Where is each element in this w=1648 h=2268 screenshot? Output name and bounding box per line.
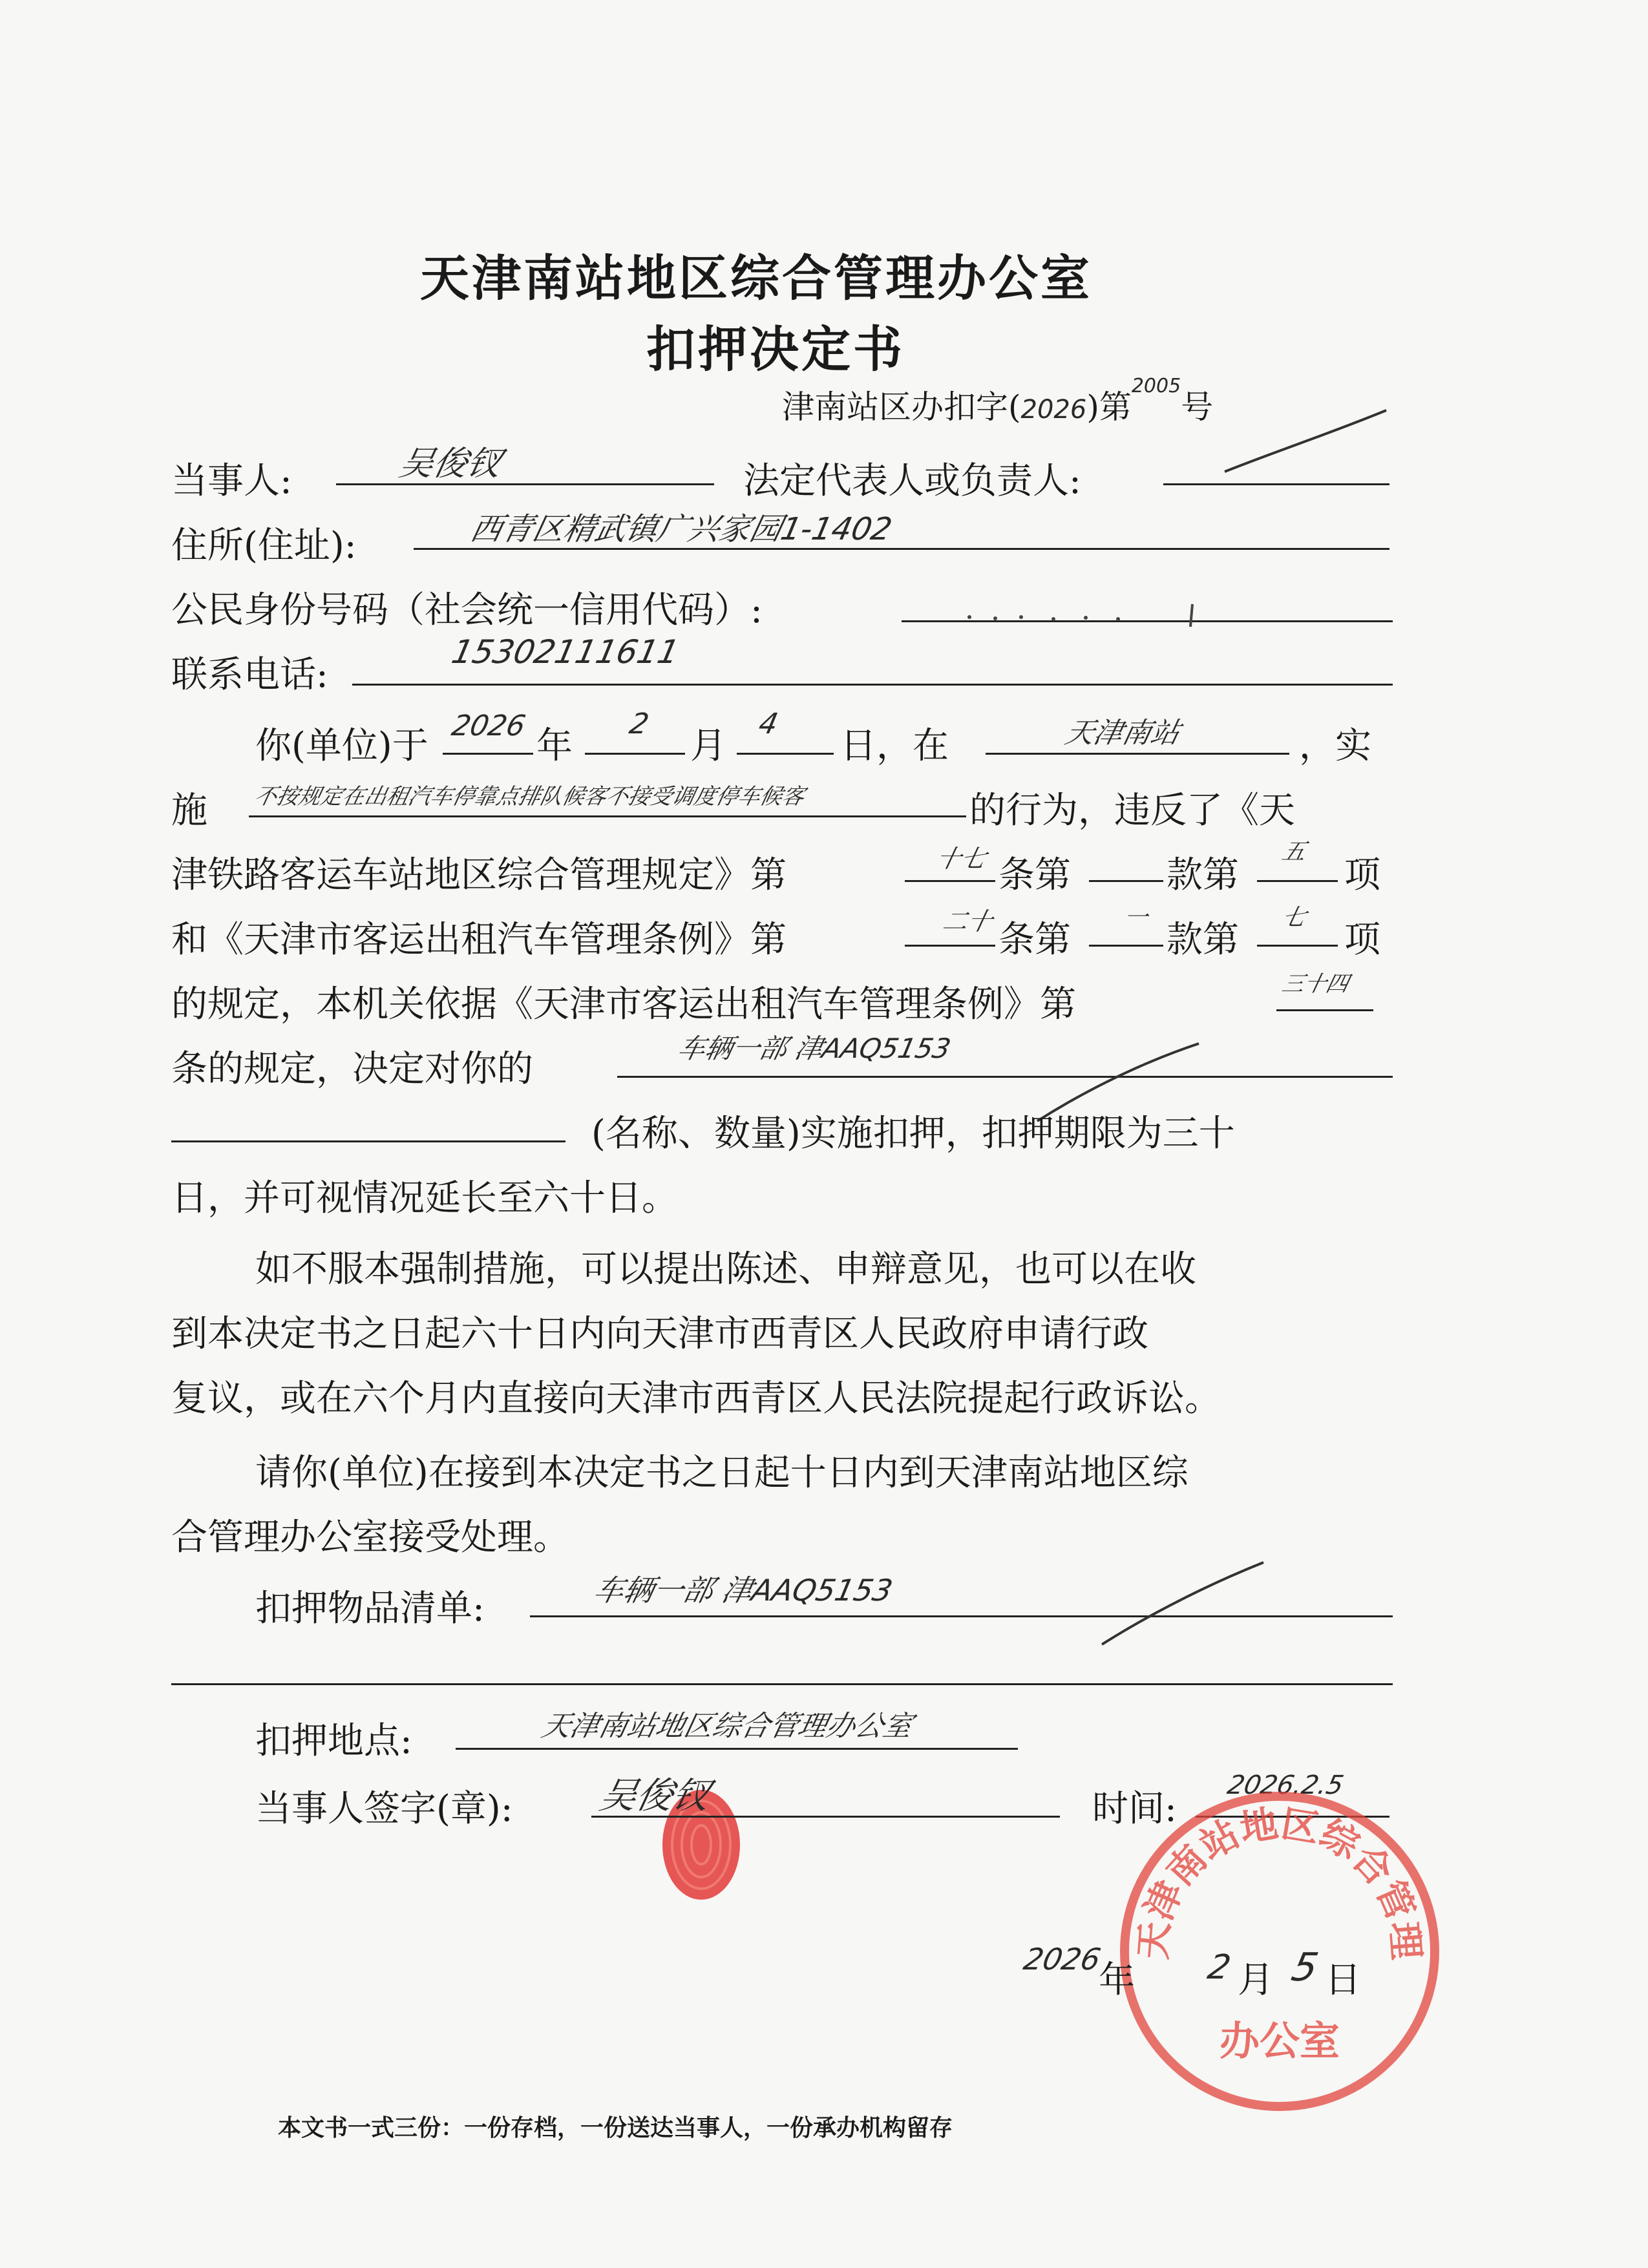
day-line: [737, 753, 834, 755]
l3-text-c: 款第: [1167, 854, 1239, 896]
l2-text-a: 施: [171, 790, 207, 832]
document-title-line2: 扣押决定书: [646, 320, 905, 378]
issue-day: 5: [1287, 1945, 1322, 1990]
p2-line3: 复议，或在六个月内直接向天津市西青区人民法院提起行政诉讼。: [171, 1378, 1221, 1420]
place-line: [986, 753, 1289, 755]
p1-text-b: 年: [536, 725, 573, 767]
issue-year: 2026: [1020, 1942, 1104, 1977]
l4-text-c: 款第: [1167, 919, 1239, 961]
seal-center-text: 办公室: [1219, 2017, 1340, 2064]
seal-ring-text: 天津南站地区综合管理: [1130, 1801, 1429, 1961]
ref-mid: )第: [1086, 388, 1132, 426]
item2-line: [1257, 945, 1338, 947]
l5-text-a: 的规定，本机关依据《天津市客运出租汽车管理条例》第: [171, 983, 1076, 1025]
p2-line2: 到本决定书之日起六十日内向天津市西青区人民政府申请行政: [171, 1313, 1148, 1355]
sign-time-label: 时间:: [1092, 1788, 1177, 1830]
violation-line: [249, 815, 966, 817]
para2: 一: [1121, 905, 1150, 931]
party-label: 当事人:: [171, 460, 292, 502]
p3-line2: 合管理办公室接受处理。: [171, 1517, 569, 1559]
p1-text-a: 你(单位)于: [255, 725, 428, 767]
ref-suffix: 号: [1181, 388, 1214, 426]
rep-line: [1163, 483, 1389, 485]
footer-note: 本文书一式三份：一份存档，一份送达当事人，一份承办机构留存: [278, 2115, 953, 2141]
article1-line: [905, 880, 995, 882]
incident-month: 2: [626, 708, 652, 740]
issue-month: 2: [1204, 1948, 1234, 1987]
id-label: 公民身份号码（社会统一信用代码）:: [171, 589, 763, 631]
id-redacted-marks: [956, 598, 1228, 630]
para1-line: [1089, 880, 1163, 882]
ref-year: 2026: [1020, 395, 1087, 425]
item-list-label: 扣押物品清单:: [255, 1588, 485, 1630]
issue-month-char: 月: [1238, 1959, 1274, 2001]
p3-line1: 请你(单位)在接到本决定书之日起十日内到天津南站地区综: [255, 1452, 1188, 1494]
l4-text-d: 项: [1344, 919, 1380, 961]
rep-label: 法定代表人或负责人:: [743, 460, 1081, 502]
article3: 三十四: [1280, 971, 1351, 997]
l6-text-a: 条的规定，决定对你的: [171, 1048, 533, 1090]
sign-time-value: 2026.2.5: [1225, 1770, 1347, 1800]
rep-slash-mark: [1221, 407, 1389, 478]
phone-value: 15302111611: [448, 633, 683, 671]
l8-text-a: 日，并可视情况延长至六十日。: [171, 1177, 678, 1219]
issue-day-char: 日: [1325, 1959, 1361, 2001]
l3-text-a: 津铁路客运车站地区综合管理规定》第: [171, 854, 787, 896]
month-line: [585, 753, 685, 755]
p1-text-e: ，实: [1299, 725, 1371, 767]
violation-desc: 不按规定在出租汽车停靠点排队候客不接受调度停车候客: [252, 784, 807, 810]
l4-text-a: 和《天津市客运出租汽车管理条例》第: [171, 919, 787, 961]
item-list-line-2: [171, 1683, 1393, 1685]
article2: 二十: [940, 907, 995, 936]
para2-line: [1089, 945, 1163, 947]
article3-line: [1276, 1009, 1373, 1011]
goods-line: [617, 1076, 1393, 1078]
svg-text:天津南站地区综合管理: [1130, 1801, 1428, 1961]
article2-line: [905, 945, 995, 947]
item-list-value: 车辆一部 津AAQ5153: [590, 1573, 896, 1608]
party-name-line: [336, 483, 714, 485]
l7-text-a: (名称、数量)实施扣押，扣押期限为三十: [591, 1113, 1235, 1155]
address-line: [414, 548, 1389, 550]
item1-line: [1257, 880, 1338, 882]
l2-text-b: 的行为，违反了《天: [969, 790, 1295, 832]
address-label: 住所(住址):: [171, 525, 357, 567]
p1-text-d: 日，在: [840, 725, 949, 767]
p1-text-c: 月: [690, 725, 726, 767]
phone-line: [352, 684, 1393, 686]
incident-place: 天津南站: [1062, 717, 1183, 750]
incident-year: 2026: [449, 709, 529, 742]
item-list-slash-mark: [1099, 1557, 1267, 1648]
phone-label: 联系电话:: [171, 654, 328, 696]
party-signature: 吴俊钗: [596, 1775, 713, 1817]
location-label: 扣押地点:: [255, 1720, 412, 1762]
location-line: [456, 1748, 1018, 1750]
item2: 七: [1280, 905, 1309, 931]
year-line: [443, 753, 533, 755]
signature-label: 当事人签字(章):: [255, 1788, 513, 1830]
item1: 五: [1280, 839, 1309, 865]
l3-text-d: 项: [1344, 854, 1380, 896]
official-seal: [1112, 1783, 1448, 2119]
l4-text-b: 条第: [998, 919, 1071, 961]
address-value: 西青区精武镇广兴家园1-1402: [467, 511, 896, 547]
seized-goods: 车辆一部 津AAQ5153: [675, 1033, 954, 1064]
ref-no: 2005: [1131, 375, 1181, 397]
article1: 十七: [933, 845, 989, 873]
signature-line: [591, 1816, 1060, 1818]
party-name: 吴俊钗: [396, 445, 505, 483]
location-value: 天津南站地区综合管理办公室: [538, 1710, 916, 1743]
ref-prefix: 津南站区办扣字(: [782, 388, 1021, 426]
l3-text-b: 条第: [998, 854, 1071, 896]
reference-number: [782, 375, 1214, 428]
issue-year-char: 年: [1099, 1959, 1135, 2001]
p2-line1: 如不服本强制措施，可以提出陈述、申辩意见，也可以在收: [255, 1248, 1196, 1290]
document-title-line1: 天津南站地区综合管理办公室: [420, 249, 1092, 307]
goods-line-2: [171, 1140, 565, 1142]
incident-day: 4: [755, 708, 781, 740]
